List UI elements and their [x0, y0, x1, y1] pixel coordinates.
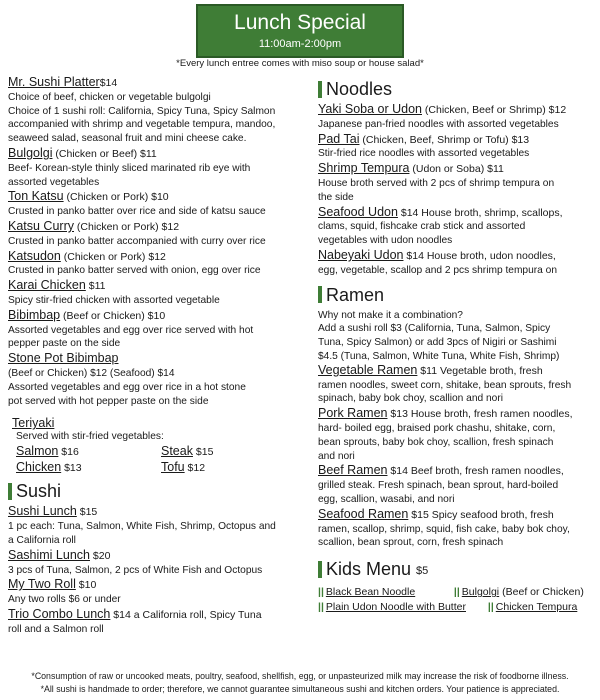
kids-item-option: (Beef or Chicken)	[502, 586, 584, 599]
option-price: $13	[61, 462, 82, 475]
description-line: pot served with hot pepper paste on the side	[8, 395, 209, 407]
item-header	[8, 309, 308, 324]
option-price: $15	[192, 446, 214, 459]
item-price: $14 a California roll, Spicy Tuna	[110, 608, 262, 621]
menu-item	[318, 133, 596, 162]
item-option: (Chicken, Beef or Shrimp)	[422, 104, 546, 116]
menu-item	[8, 220, 308, 249]
item-description	[318, 177, 596, 205]
description-line: 1 pc each: Tuna, Salmon, White Fish, Shrimp, Octopus and	[8, 521, 276, 533]
menu-item	[8, 279, 308, 308]
item-name: Pork Ramen	[318, 406, 388, 421]
item-marker: ||	[318, 586, 324, 599]
item-description	[318, 220, 596, 248]
menu-item	[8, 309, 308, 351]
item-price: $11	[137, 147, 157, 160]
item-price: $12	[145, 250, 166, 263]
item-option: (Chicken or Pork)	[63, 191, 149, 204]
item-price: $13 House broth, fresh ramen noodles,	[387, 408, 573, 421]
item-description	[8, 623, 308, 637]
item-description	[8, 564, 308, 578]
item-name: Nabeyaki Udon	[318, 247, 404, 262]
ramen-combo-note	[318, 309, 596, 364]
description-line: egg, vegetable, scallop and 2 pcs shrimp tempura on	[318, 264, 557, 276]
kids-row	[318, 585, 596, 600]
item-description	[8, 91, 308, 146]
description-line: scallion, bean sprout, corn, fresh spinach	[318, 537, 504, 549]
description-line: the side	[318, 191, 354, 203]
item-price: $12	[545, 104, 567, 116]
menu-item	[318, 206, 596, 248]
entree-note: *Every lunch entree comes with miso soup or house salad*	[176, 58, 424, 69]
section-marker	[318, 561, 322, 578]
description-line: ramen noodles, sweet corn, shitake, bean sprouts, fresh	[318, 379, 572, 391]
item-header	[8, 190, 308, 205]
description-line: hard- boiled egg, braised pork chashu, shitake, corn,	[318, 422, 556, 434]
item-name: Seafood Udon	[318, 204, 398, 219]
item-name: Mr. Sushi Platter	[8, 75, 100, 89]
item-header	[318, 206, 596, 221]
left-items	[8, 76, 308, 408]
item-option: (Chicken or Beef)	[52, 147, 138, 160]
option-name: Tofu	[161, 460, 185, 475]
section-marker	[318, 286, 322, 303]
item-header	[318, 103, 596, 118]
item-price: $14 House broth, shrimp, scallops,	[397, 206, 563, 219]
item-marker: ||	[453, 586, 460, 599]
item-header	[318, 249, 596, 264]
section-marker	[8, 483, 12, 500]
description-line: and nori	[318, 450, 355, 462]
item-price: $10	[144, 309, 166, 322]
menu-item	[8, 190, 308, 219]
menu-item	[8, 578, 308, 607]
item-header	[8, 147, 308, 162]
item-price: $11	[85, 280, 106, 293]
option-name: Steak	[161, 444, 193, 459]
description-line: Japanese pan-fried noodles with assorted vegetables	[318, 118, 559, 130]
item-header	[318, 133, 596, 148]
menu-item	[318, 508, 596, 550]
item-header	[318, 364, 596, 379]
option-price: $16	[58, 446, 79, 459]
item-name: Yaki Soba or Udon	[318, 102, 422, 116]
noodles-title: Noodles	[326, 79, 393, 99]
item-price: $14 House broth, udon noodles,	[403, 249, 556, 262]
menu-item	[8, 76, 308, 146]
item-name: Karai Chicken	[8, 278, 86, 293]
kids-title: Kids Menu	[326, 559, 412, 580]
item-header	[8, 578, 308, 593]
section-marker	[318, 81, 322, 98]
teriyaki-option	[161, 460, 281, 474]
item-name: Sushi Lunch	[8, 504, 77, 519]
kids-price: $5	[416, 565, 429, 578]
description-line: Choice of beef, chicken or vegetable bulgolgi	[8, 91, 211, 103]
combo-line: $4.5 (Tuna, Salmon, White Tuna, White Fish, Shrimp)	[318, 350, 560, 362]
item-price: $20	[90, 549, 111, 562]
item-option: (Beef or Chicken)	[60, 309, 145, 322]
teriyaki-block	[12, 416, 308, 474]
item-price: $11 Vegetable broth, fresh	[417, 364, 543, 377]
item-price: $11	[484, 163, 504, 176]
option-name: Salmon	[16, 444, 59, 459]
description-line: seaweed salad, seasonal fruit and mini cheese cake.	[8, 133, 247, 145]
item-description	[8, 324, 308, 352]
kids-section-header	[318, 556, 596, 582]
menu-item	[318, 407, 596, 463]
item-header	[318, 508, 596, 523]
item-description	[318, 422, 596, 463]
noodles-section-header	[318, 78, 596, 100]
item-price: $15	[76, 506, 98, 519]
ramen-section-header	[318, 284, 596, 306]
description-line: Choice of 1 sushi roll: California, Spicy Tuna, Spicy Salmon	[8, 105, 276, 117]
teriyaki-options	[16, 444, 308, 474]
kids-row	[318, 600, 596, 615]
item-name: Pad Tai	[318, 131, 360, 146]
item-description	[318, 379, 596, 407]
menu-title: Lunch Special	[234, 11, 366, 34]
menu-item	[318, 162, 596, 204]
description-line: accompanied with shrimp and vegetable tempura, mandoo,	[8, 119, 276, 131]
item-description	[318, 147, 596, 161]
item-option: (Chicken, Beef, Shrimp or Tofu)	[359, 133, 509, 146]
menu-item	[8, 250, 308, 279]
item-header	[8, 250, 308, 265]
item-price: $10	[148, 191, 169, 204]
item-description	[318, 523, 596, 551]
item-header	[318, 407, 596, 422]
menu-item	[318, 103, 596, 132]
item-description	[8, 205, 308, 219]
item-name: Seafood Ramen	[318, 506, 409, 521]
item-price: $10	[75, 579, 97, 592]
item-price: $12	[158, 220, 180, 233]
item-description	[8, 264, 308, 278]
description-line: Crusted in panko batter accompanied with curry over rice	[8, 235, 266, 247]
description-line: grilled steak. Fresh spinach, bean sprout, hard-boiled	[318, 480, 559, 492]
option-name: Chicken	[16, 460, 62, 475]
right-column	[318, 76, 596, 615]
item-option: (Chicken or Pork)	[74, 220, 159, 233]
item-header	[8, 279, 308, 294]
description-line: Assorted vegetables and egg over rice in a hot stone	[8, 381, 246, 393]
title-banner	[196, 4, 404, 58]
description-line: bean sprouts, baby bok choy, scallion, fresh spinach	[318, 436, 554, 448]
description-line: Any two rolls $6 or under	[8, 594, 121, 606]
description-line: Spicy stir-fried chicken with assorted vegetable	[8, 294, 220, 306]
description-line: clams, squid, fishcake crab stick and assorted	[318, 221, 526, 233]
item-name: Trio Combo Lunch	[8, 606, 111, 621]
item-header	[318, 464, 596, 479]
item-marker: ||	[318, 601, 324, 614]
description-line: Assorted vegetables and egg over rice served with hot	[8, 324, 254, 336]
item-header	[8, 608, 308, 623]
item-name: Vegetable Ramen	[318, 362, 418, 377]
description-line: Crusted in panko batter served with onion, egg over rice	[8, 265, 261, 277]
item-name: Stone Pot Bibimbap	[8, 351, 119, 366]
item-description	[8, 294, 308, 308]
combo-line: Why not make it a combination?	[318, 309, 463, 321]
ramen-title: Ramen	[326, 284, 385, 305]
description-line: Stir-fried rice noodles with assorted vegetables	[318, 148, 530, 160]
item-description	[318, 264, 596, 278]
noodle-items	[318, 103, 596, 278]
kids-item: Bulgolgi	[461, 586, 500, 599]
teriyaki-title: Teriyaki	[12, 416, 55, 431]
item-name: Sashimi Lunch	[8, 547, 90, 562]
description-line: (Beef or Chicken) $12 (Seafood) $14	[8, 367, 175, 379]
teriyaki-option	[16, 460, 161, 474]
description-line: House broth served with 2 pcs of shrimp tempura on	[318, 177, 555, 189]
item-header	[8, 549, 308, 564]
description-line: Beef- Korean-style thinly sliced marinated rib eye with	[8, 162, 251, 174]
kids-item: Chicken Tempura	[495, 601, 578, 614]
description-line: vegetables with udon noodles	[318, 235, 453, 247]
item-description	[8, 520, 308, 548]
teriyaki-option	[16, 444, 161, 458]
item-name: My Two Roll	[8, 577, 76, 592]
footer-note: *Consumption of raw or uncooked meats, poultry, seafood, shellfish, egg, or unpasteurized milk may increase the risk of foodborne illness.	[31, 671, 569, 681]
teriyaki-note: Served with stir-fried vegetables:	[16, 431, 164, 443]
item-name: Bibimbap	[8, 307, 61, 322]
item-description	[318, 118, 596, 132]
kids-item: Plain Udon Noodle with Butter	[325, 601, 466, 614]
menu-item	[8, 147, 308, 189]
item-price: $14	[99, 77, 118, 89]
item-name: Beef Ramen	[318, 463, 388, 478]
teriyaki-option	[161, 444, 281, 458]
item-header	[318, 162, 596, 177]
menu-hours: 11:00am-2:00pm	[258, 38, 342, 50]
description-line: Crusted in panko batter over rice and side of katsu sauce	[8, 206, 266, 218]
item-header	[8, 220, 308, 235]
option-price: $12	[184, 462, 206, 475]
item-header	[8, 352, 308, 367]
item-option: (Chicken or Pork)	[60, 250, 146, 263]
description-line: 3 pcs of Tuna, Salmon, 2 pcs of White Fish and Octopus	[8, 564, 263, 576]
item-marker: ||	[487, 601, 494, 614]
description-line: spinach, baby bok choy, scallion and nori	[318, 393, 503, 405]
sushi-title: Sushi	[16, 481, 62, 502]
item-name: Katsu Curry	[8, 218, 74, 233]
item-option: (Udon or Soba)	[409, 163, 485, 176]
item-description	[8, 235, 308, 249]
menu-item	[8, 352, 308, 408]
description-line: assorted vegetables	[8, 176, 100, 188]
item-name: Shrimp Tempura	[318, 161, 410, 176]
item-description	[8, 367, 308, 408]
item-name: Ton Katsu	[8, 189, 64, 204]
item-name: Bulgolgi	[8, 145, 53, 160]
description-line: roll and a Salmon roll	[8, 623, 104, 635]
kids-items	[318, 585, 596, 615]
item-price: $15 Spicy seafood broth, fresh	[408, 508, 554, 521]
sushi-items	[8, 505, 308, 636]
description-line: a California roll	[8, 534, 76, 546]
left-column	[8, 76, 308, 638]
item-description	[8, 162, 308, 190]
description-line: pepper paste on the side	[8, 338, 121, 350]
menu-item	[318, 464, 596, 506]
item-description	[8, 593, 308, 607]
menu-item	[318, 249, 596, 278]
description-line: egg, scallion, wasabi, and nori	[318, 493, 455, 505]
combo-line: Tuna, Spicy Salmon) or add 3pcs of Nigiri or Sashimi	[318, 337, 557, 349]
menu-item	[8, 505, 308, 547]
menu-item	[8, 608, 308, 637]
sushi-section-header	[8, 480, 308, 502]
ramen-items	[318, 364, 596, 550]
menu-item	[318, 364, 596, 406]
item-description	[318, 479, 596, 507]
combo-line: Add a sushi roll $3 (California, Tuna, Salmon, Spicy	[318, 323, 551, 335]
item-price: $14 Beef broth, fresh ramen noodles,	[387, 465, 564, 478]
kids-item: Black Bean Noodle	[325, 586, 416, 599]
item-header	[8, 505, 308, 520]
item-price: $13	[508, 133, 530, 146]
footer-note: *All sushi is handmade to order; therefore, we cannot guarantee simultaneous sushi and kitchen orders. Your patience is appreciated.	[40, 684, 560, 694]
item-name: Katsudon	[8, 248, 61, 263]
item-header	[8, 76, 308, 91]
description-line: ramen, scallop, shrimp, squid, fish cake, baby bok choy,	[318, 523, 570, 535]
menu-item	[8, 549, 308, 578]
